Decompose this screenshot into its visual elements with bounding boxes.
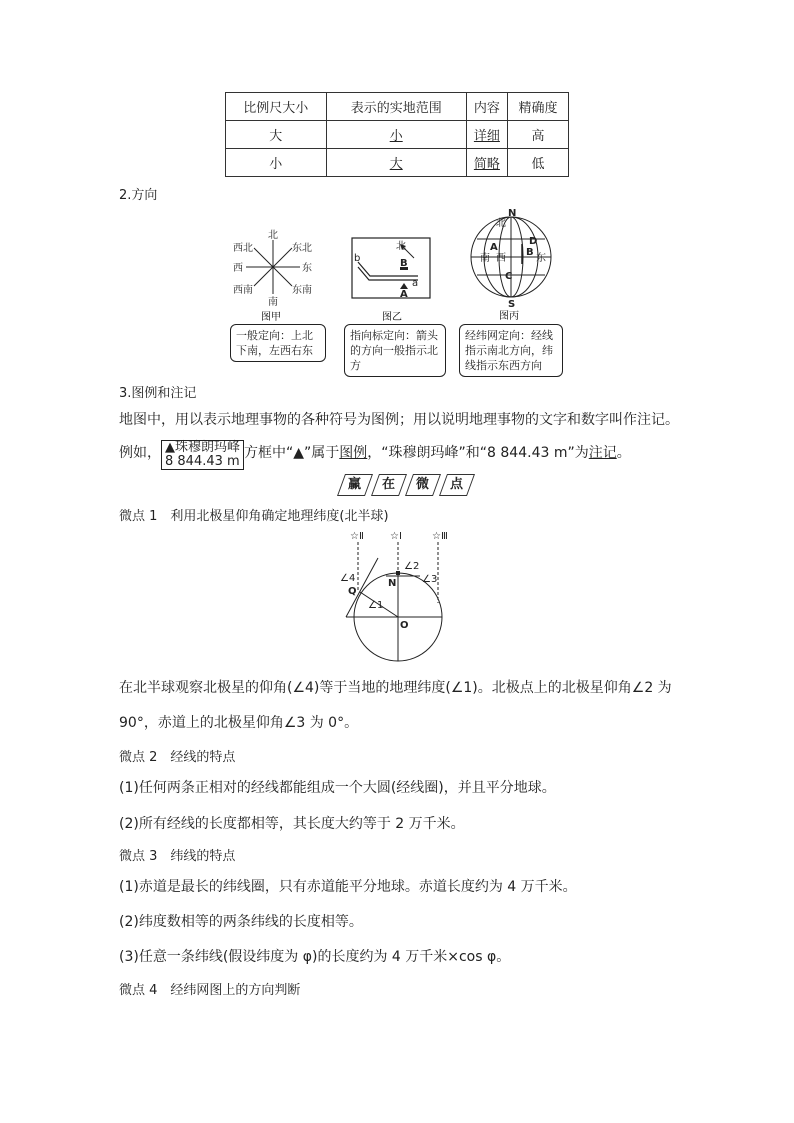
table-cell: 高 [507,121,568,149]
fig-c-A-label: A [490,242,498,253]
example-note-term: 注记 [588,445,617,461]
fig-b-b-label: b [354,253,361,264]
example-box [161,440,244,470]
compass-ne-label: 东北 [292,243,312,254]
example-text-a: 方框中“▲”属于 [244,445,340,461]
figure-caption: 图甲 [261,312,281,323]
table-cell: 小 [326,121,466,149]
table-cell: 简略 [466,149,507,177]
fig-c-B-label: B [526,247,534,258]
polaris-star-2-label: ☆Ⅱ [350,531,364,542]
table-header: 内容 [466,93,507,121]
point3-heading: 微点 3 纬线的特点 [119,849,236,864]
compass-south-label: 南 [268,297,278,308]
figure-compass-rose [228,210,318,325]
figure-caption: 图乙 [382,312,402,323]
table-cell: 大 [226,121,327,149]
figure-caption: 图丙 [499,311,519,322]
fig-c-east-label: 东 [536,253,546,264]
table-header: 表示的实地范围 [326,93,466,121]
fig-b-note-box: 指向标定向：箭头的方向一般指示北方 [344,324,446,377]
example-box-name: ▲珠穆朗玛峰 [165,440,240,455]
fig-b-B-label: B [400,258,408,269]
compass-nw-label: 西北 [233,243,253,254]
table-row [226,149,569,177]
fig-c-D-label: D [529,236,538,247]
angle-4-label: ∠4 [340,573,356,584]
fig-b-a-label: a [412,278,419,289]
compass-west-label: 西 [233,263,243,274]
table-cell: 小 [226,149,327,177]
example-box-height: 8 844.43 m [165,454,240,469]
list-item: (1)赤道是最长的纬线圈，只有赤道能平分地球。赤道长度约为 4 万千米。 [119,879,577,895]
fig-c-west-label: 西 [496,253,506,264]
list-item: (1)任何两条正相对的经线都能组成一个大圆(经线圈)，并且平分地球。 [119,780,556,796]
polaris-star-1-label: ☆Ⅰ [390,531,402,542]
banner-char: 在 [371,474,407,496]
list-item: (2)所有经线的长度都相等，其长度大约等于 2 万千米。 [119,816,465,832]
point4-heading: 微点 4 经纬网图上的方向判断 [119,983,301,998]
compass-se-label: 东南 [292,285,312,296]
table-header: 精确度 [507,93,568,121]
banner-char: 点 [439,474,475,496]
fig-b-A-label: A [400,289,408,300]
angle-1-label: ∠1 [368,600,384,611]
section-heading-legend: 3.图例和注记 [119,386,197,401]
banner-char: 赢 [337,474,373,496]
point-Q-label: Q [348,586,357,597]
scale-table [225,92,569,177]
example-text-b: ，“珠穆朗玛峰”和“8 844.43 m”为 [367,445,589,461]
fig-c-S-label: S [508,299,516,310]
example-legend-term: 图例 [339,445,368,461]
fig-c-north-label: 北 [496,218,506,229]
legend-paragraph: 地图中，用以表示地理事物的各种符号为图例；用以说明地理事物的文字和数字叫作注记。 [119,412,679,428]
angle-3-label: ∠3 [422,574,438,585]
table-cell: 详细 [466,121,507,149]
point-N-label: N [388,578,397,589]
example-paragraph [119,440,631,470]
fig-a-note-box: 一般定向：上北下南，左西右东 [230,324,326,362]
fig-c-note-box: 经纬网定向：经线指示南北方向，纬线指示东西方向 [459,324,563,377]
table-row [226,121,569,149]
point-O-label: O [400,620,409,631]
point2-heading: 微点 2 经线的特点 [119,750,236,765]
point1-text-line1: 在北半球观察北极星的仰角(∠4)等于当地的地理纬度(∠1)。北极点上的北极星仰角∠2 为 [119,680,672,696]
point1-text-line2: 90°，赤道上的北极星仰角∠3 为 0°。 [119,715,359,731]
figure-north-arrow-map [348,232,434,324]
example-prefix: 例如， [119,445,161,461]
table-header-row [226,93,569,121]
compass-east-label: 东 [302,263,312,274]
angle-2-label: ∠2 [404,561,420,572]
fig-c-south-label: 南 [480,253,490,264]
banner-char: 微 [405,474,441,496]
polaris-star-3-label: ☆Ⅲ [432,531,448,542]
section-banner [338,474,474,496]
figure-polaris-angle [338,528,468,664]
list-item: (2)纬度数相等的两条纬线的长度相等。 [119,914,363,930]
example-end: 。 [616,445,631,461]
section-heading-direction: 2.方向 [119,188,158,203]
table-header: 比例尺大小 [226,93,327,121]
fig-b-north-label: 北 [396,241,406,252]
table-cell: 大 [326,149,466,177]
table-cell: 低 [507,149,568,177]
fig-c-N-label: N [508,208,517,219]
point1-heading: 微点 1 利用北极星仰角确定地理纬度(北半球) [119,509,389,524]
compass-sw-label: 西南 [233,285,253,296]
figure-graticule-globe [466,204,556,324]
list-item: (3)任意一条纬线(假设纬度为 φ)的长度约为 4 万千米×cos φ。 [119,949,511,965]
compass-north-label: 北 [268,230,278,241]
fig-c-C-label: C [505,271,513,282]
